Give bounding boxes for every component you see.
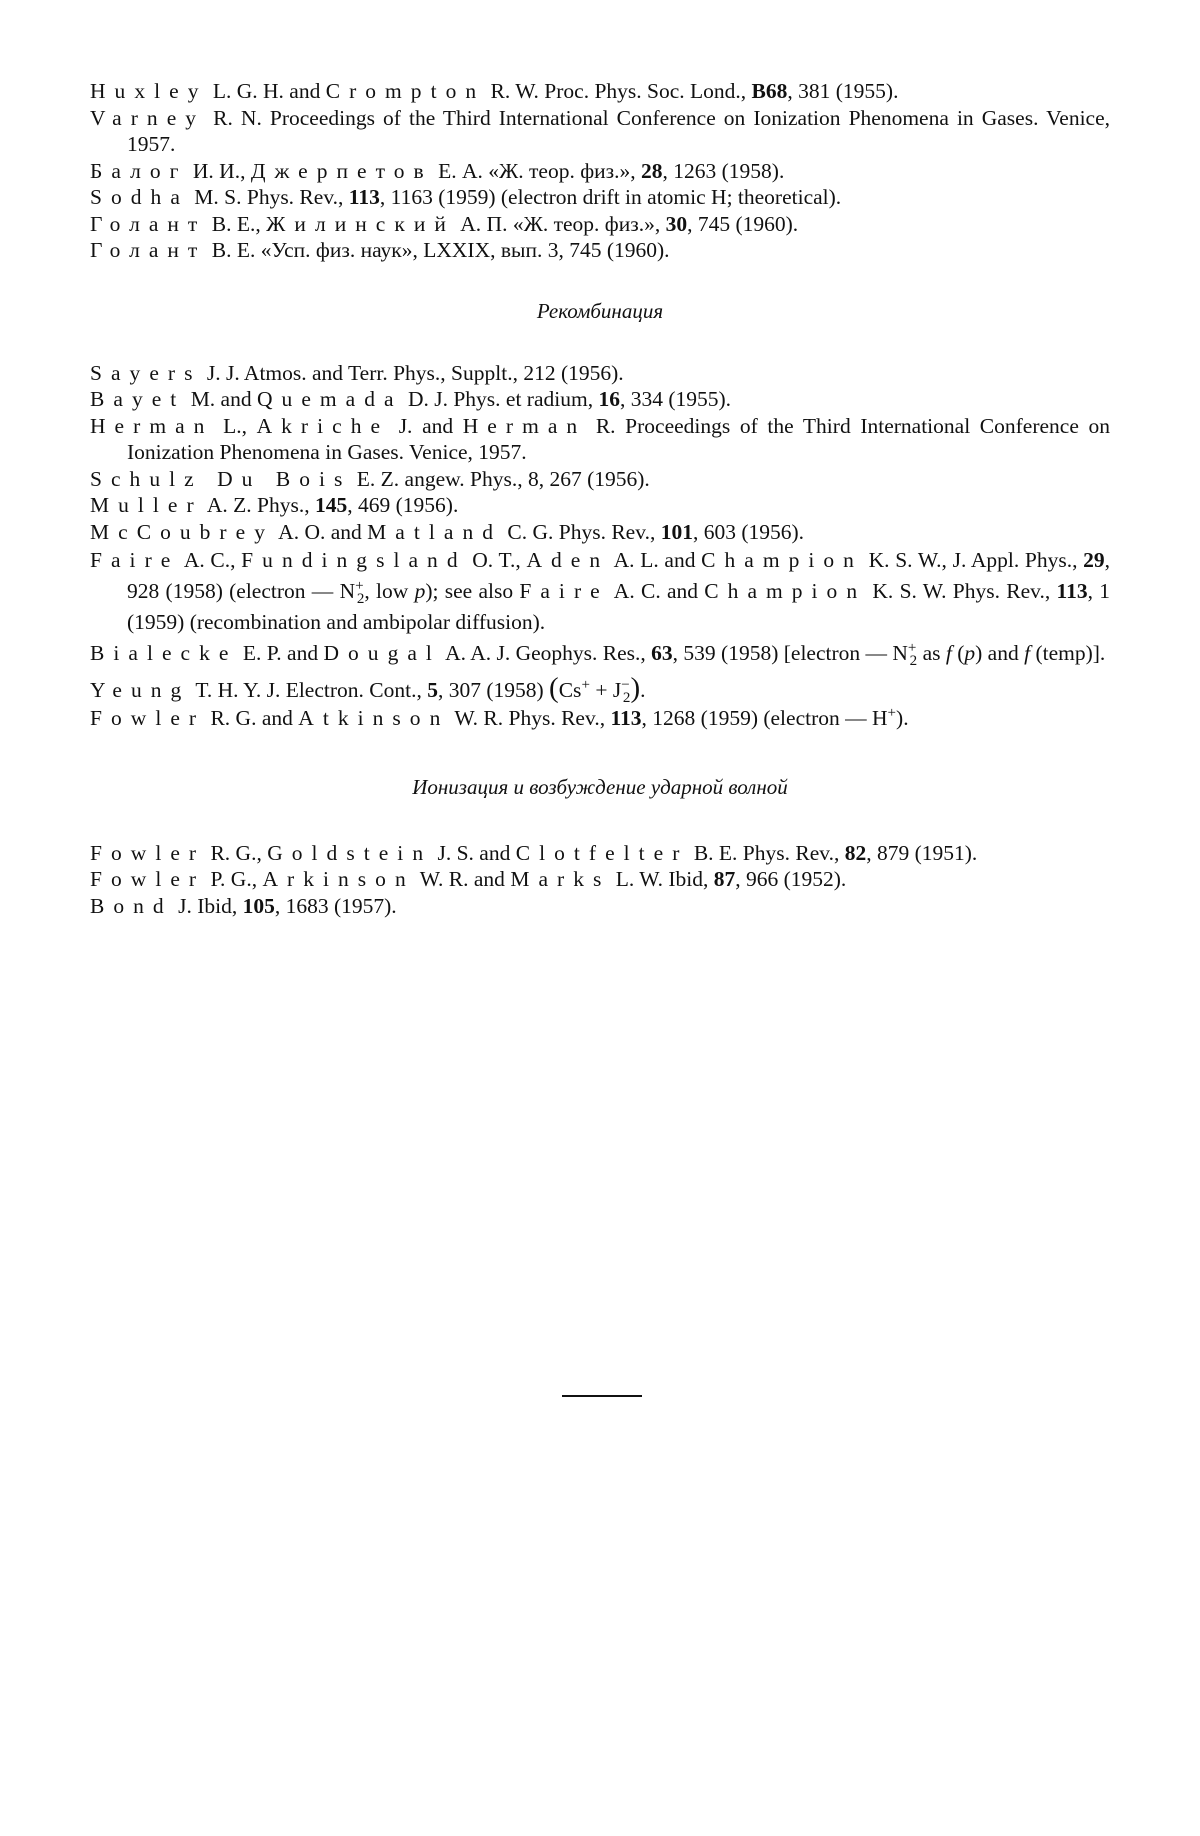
reference-entry: Yeung T. H. Y. J. Electron. Cont., 5, 307 (1958) $(Cs^+ + J^-_2)$. (90, 672, 646, 707)
section-heading-recombination: Рекомбинация (536, 298, 664, 323)
reference-entry: Muller A. Z. Phys., 145, 469 (1956). (90, 493, 459, 517)
reference-entry: Faire A. C., Fundingsland O. T., Aden A. L. and Champion K. S. W., J. Appl. Phys., 29, 928 (1958) (electron — $N^+_2$, low p); see also Faire A. C. and Champion K. S. W. Phys. Rev., 113, 1 (1959) (recombination and ambipolar diffusion). (90, 548, 1111, 634)
reference-entry: Huxley L. G. H. and Crompton R. W. Proc. Phys. Soc. Lond., B68, 381 (1955). (90, 79, 899, 103)
reference-entry: Fowler R. G. and Atkinson W. R. Phys. Rev., 113, 1268 (1959) (electron — H+). (90, 704, 909, 730)
reference-entry: Балог И. И., Джерпетов Е. А. «Ж. теор. физ.», 28, 1263 (1958). (90, 158, 785, 183)
reference-entry: Bialecke E. P. and Dougal A. A. J. Geophys. Res., 63, 539 (1958) [electron — $N^+_2$ as f (p) and f (temp)]. (90, 639, 1106, 670)
reference-entry: Голант В. Е. «Усп. физ. наук», LXXIX, вып. 3, 745 (1960). (90, 238, 670, 262)
bibliography-page (90, 78, 1110, 919)
reference-entry: Fowler P. G., Arkinson W. R. and Marks L. W. Ibid, 87, 966 (1952). (90, 867, 847, 891)
reference-entry: Fowler R. G., Goldstein J. S. and Clotfelter B. E. Phys. Rev., 82, 879 (1951). (90, 840, 978, 865)
reference-entry: Schulz Du Bois E. Z. angew. Phys., 8, 267 (1956). (90, 466, 650, 491)
reference-entry: Varney R. N. Proceedings of the Third International Conference on Ionization Phenomena in Gases. Venice, 1957. (90, 105, 1110, 156)
reference-entry: Herman L., Akriche J. and Herman R. Proceedings of the Third International Conference on Ionization Phenomena in Gases. Venice, 1957. (90, 413, 1111, 464)
end-rule (562, 1395, 642, 1397)
reference-entry: Bayet M. and Quemada D. J. Phys. et radium, 16, 334 (1955). (90, 387, 732, 411)
reference-entry: Голант В. Е., Жилинский А. П. «Ж. теор. физ.», 30, 745 (1960). (90, 211, 799, 236)
reference-entry: Bond J. Ibid, 105, 1683 (1957). (90, 893, 397, 918)
reference-entry: McCoubrey A. O. and Matland C. G. Phys. Rev., 101, 603 (1956). (90, 519, 805, 544)
reference-entry: Sayers J. J. Atmos. and Terr. Phys., Supplt., 212 (1956). (90, 360, 624, 385)
reference-entry: Sodha M. S. Phys. Rev., 113, 1163 (1959) (electron drift in atomic H; theoretical). (90, 185, 842, 209)
section-heading-shock-ionization: Ионизация и возбуждение ударной волной (412, 774, 788, 799)
